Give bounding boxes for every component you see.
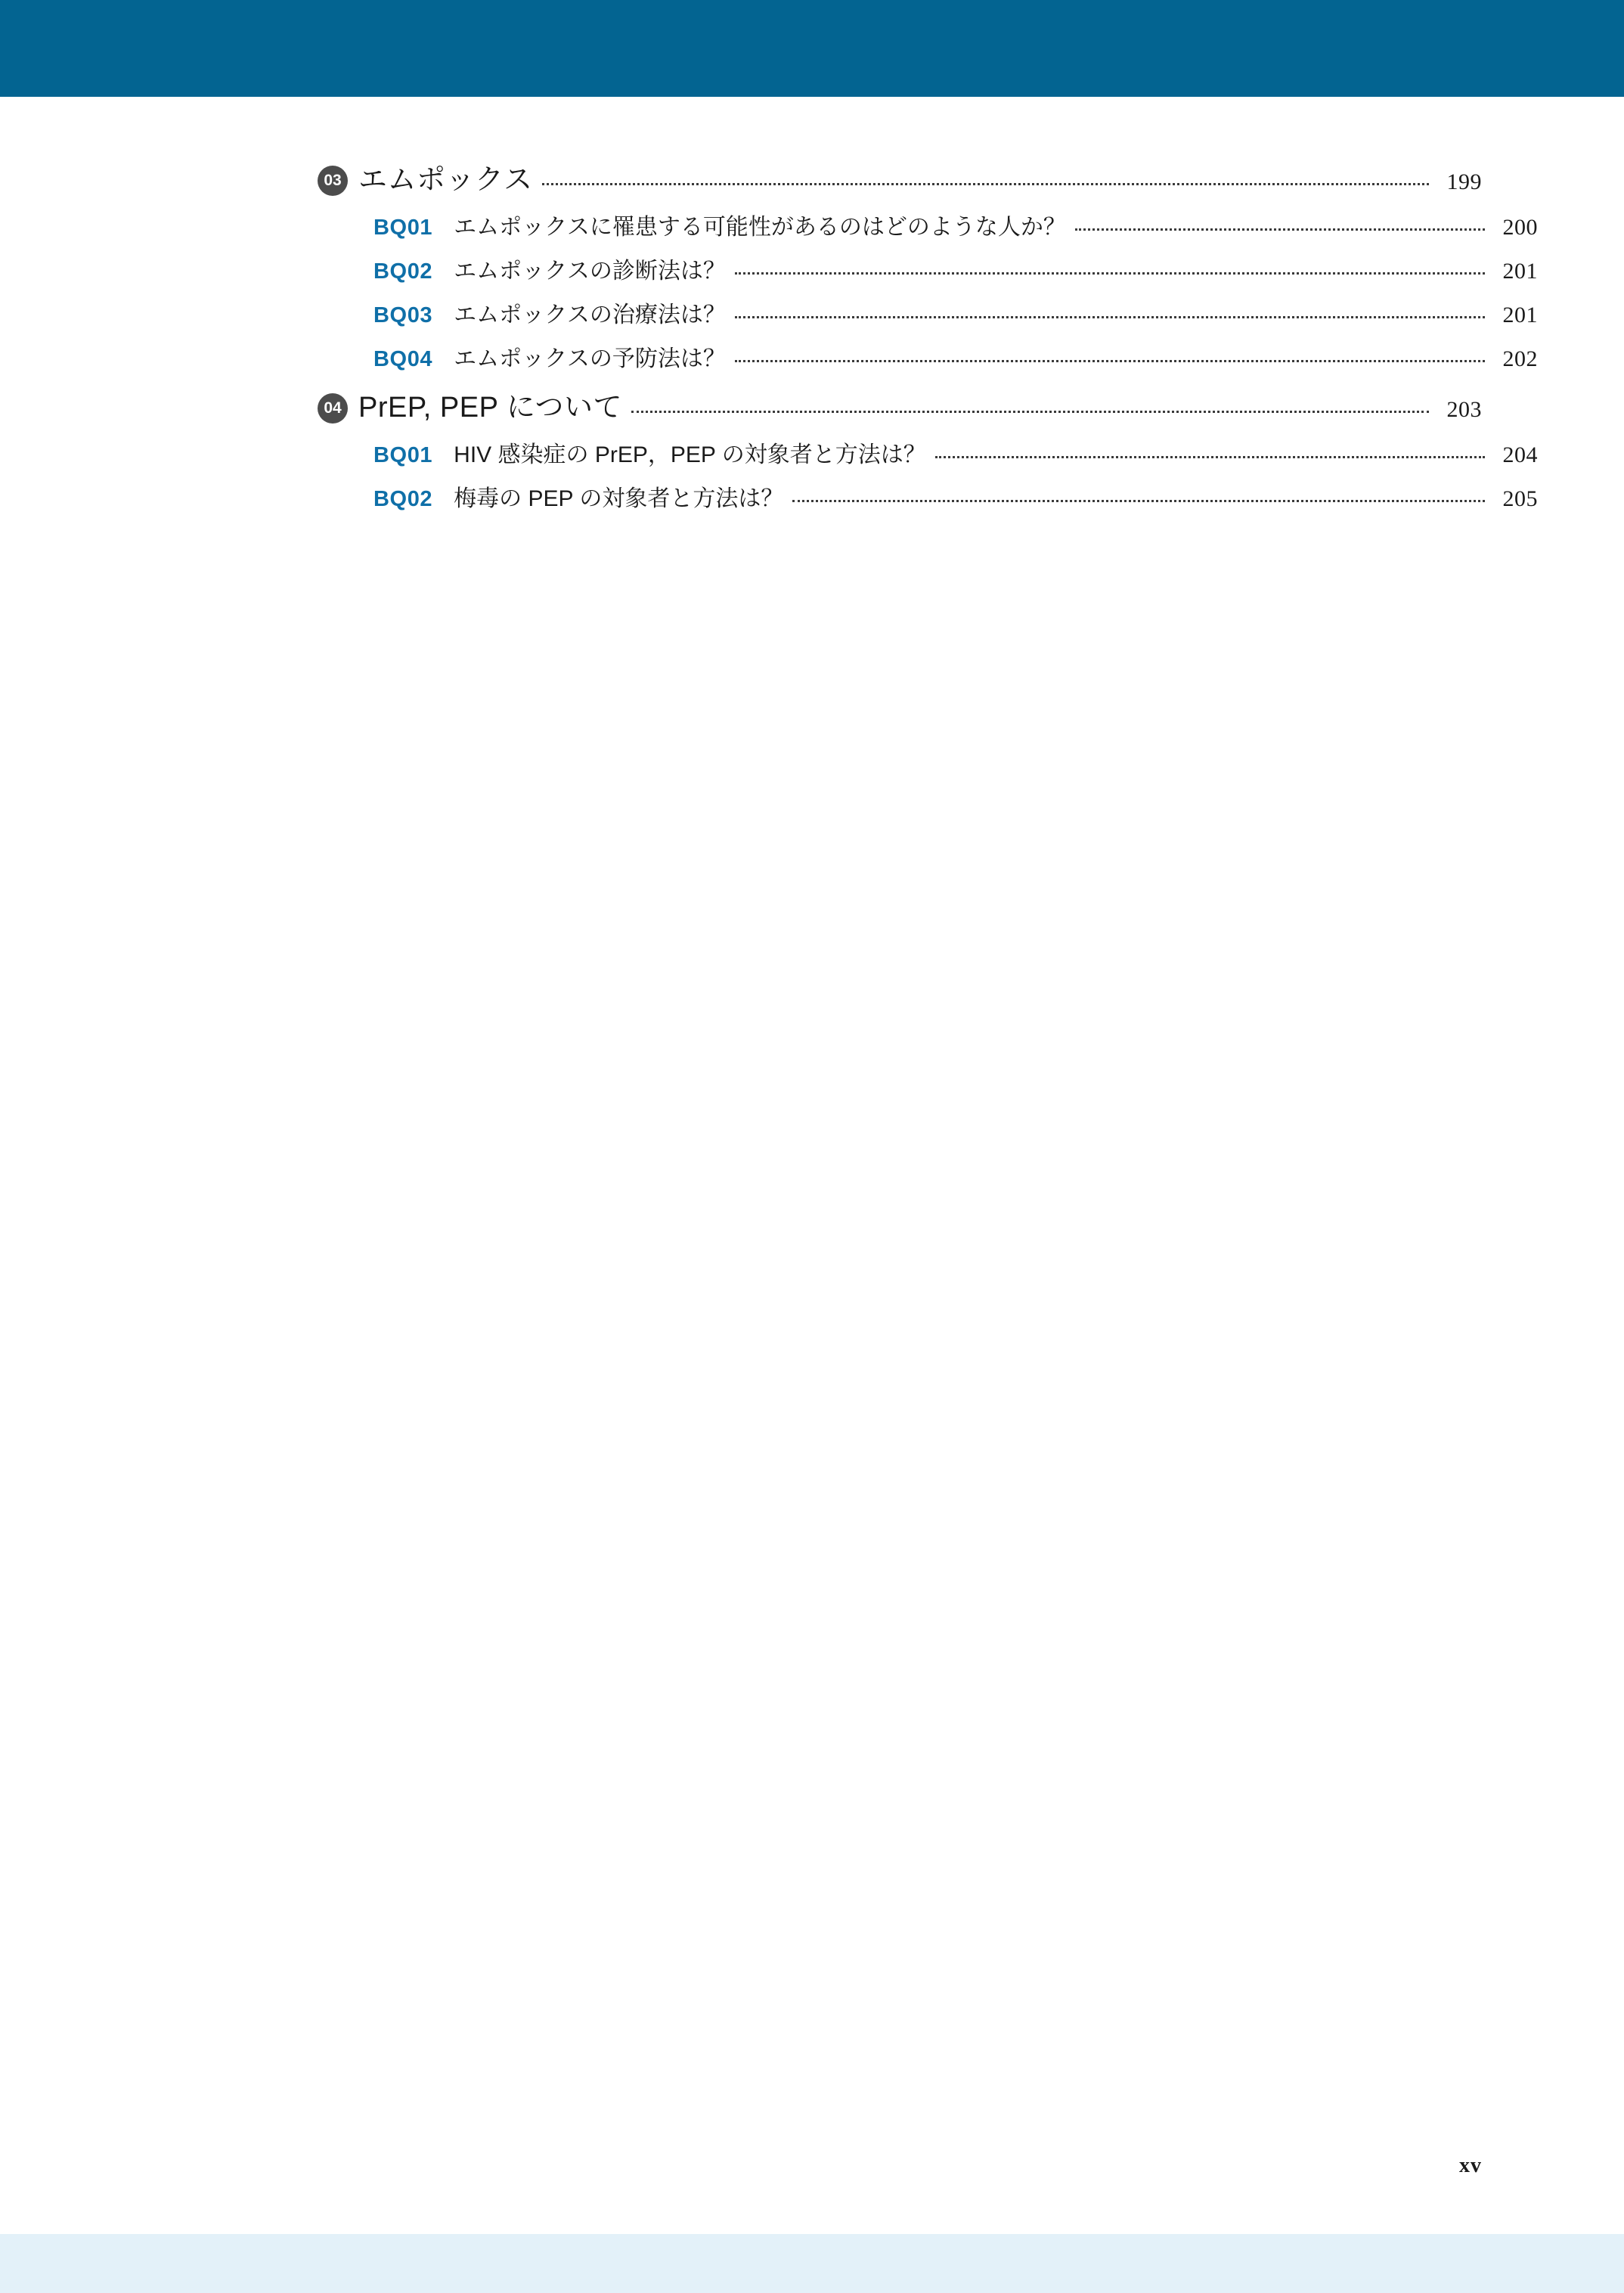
- table-of-contents: [318, 156, 1538, 523]
- bq-number: BQ02: [373, 487, 433, 511]
- toc-bq-row[interactable]: [318, 208, 1538, 241]
- toc-section-row[interactable]: [318, 156, 1482, 197]
- toc-bq-row[interactable]: [318, 252, 1538, 285]
- toc-entry-title: エムポックスの予防法は？: [454, 346, 726, 371]
- bq-number: BQ02: [373, 259, 433, 284]
- toc-page-number: 200: [1502, 215, 1538, 240]
- section-number-badge: 03: [318, 166, 348, 196]
- toc-bq-row[interactable]: [318, 436, 1538, 469]
- section-number-badge: 04: [318, 393, 348, 424]
- toc-page-number: 205: [1502, 486, 1538, 511]
- bq-number: BQ03: [373, 303, 433, 327]
- toc-bq-row[interactable]: [318, 340, 1538, 373]
- bq-number: BQ01: [373, 216, 433, 240]
- dot-leader: [542, 177, 1429, 189]
- dot-leader: [1075, 222, 1485, 234]
- dot-leader: [631, 405, 1429, 417]
- toc-entry-title: エムポックスに罹患する可能性があるのはどのような人か？: [454, 215, 1066, 240]
- page-footer-band: [0, 2234, 1624, 2293]
- toc-page-number: 199: [1446, 169, 1482, 194]
- toc-entry-title: HIV 感染症の PrEP，PEP の対象者と方法は？: [454, 442, 926, 467]
- dot-leader: [735, 310, 1485, 322]
- page-header-band: [0, 0, 1624, 97]
- toc-entry-title: エムポックス: [358, 164, 533, 196]
- toc-page-number: 204: [1502, 442, 1538, 467]
- toc-page-number: 201: [1502, 259, 1538, 284]
- toc-section-row[interactable]: [318, 383, 1482, 425]
- toc-bq-row[interactable]: [318, 296, 1538, 329]
- toc-entry-title: PrEP, PEP について: [358, 392, 623, 424]
- dot-leader: [735, 354, 1485, 366]
- dot-leader: [935, 450, 1485, 462]
- page-folio: xv: [1459, 2154, 1482, 2177]
- toc-entry-title: 梅毒の PEP の対象者と方法は？: [454, 486, 784, 511]
- dot-leader: [792, 494, 1485, 506]
- dot-leader: [735, 266, 1485, 278]
- toc-entry-title: エムポックスの治療法は？: [454, 303, 726, 327]
- toc-entry-title: エムポックスの診断法は？: [454, 259, 726, 284]
- bq-number: BQ04: [373, 347, 433, 371]
- toc-bq-row[interactable]: [318, 479, 1538, 513]
- toc-page-number: 201: [1502, 303, 1538, 327]
- bq-number: BQ01: [373, 443, 433, 467]
- toc-page-number: 202: [1502, 346, 1538, 371]
- toc-page-number: 203: [1446, 397, 1482, 422]
